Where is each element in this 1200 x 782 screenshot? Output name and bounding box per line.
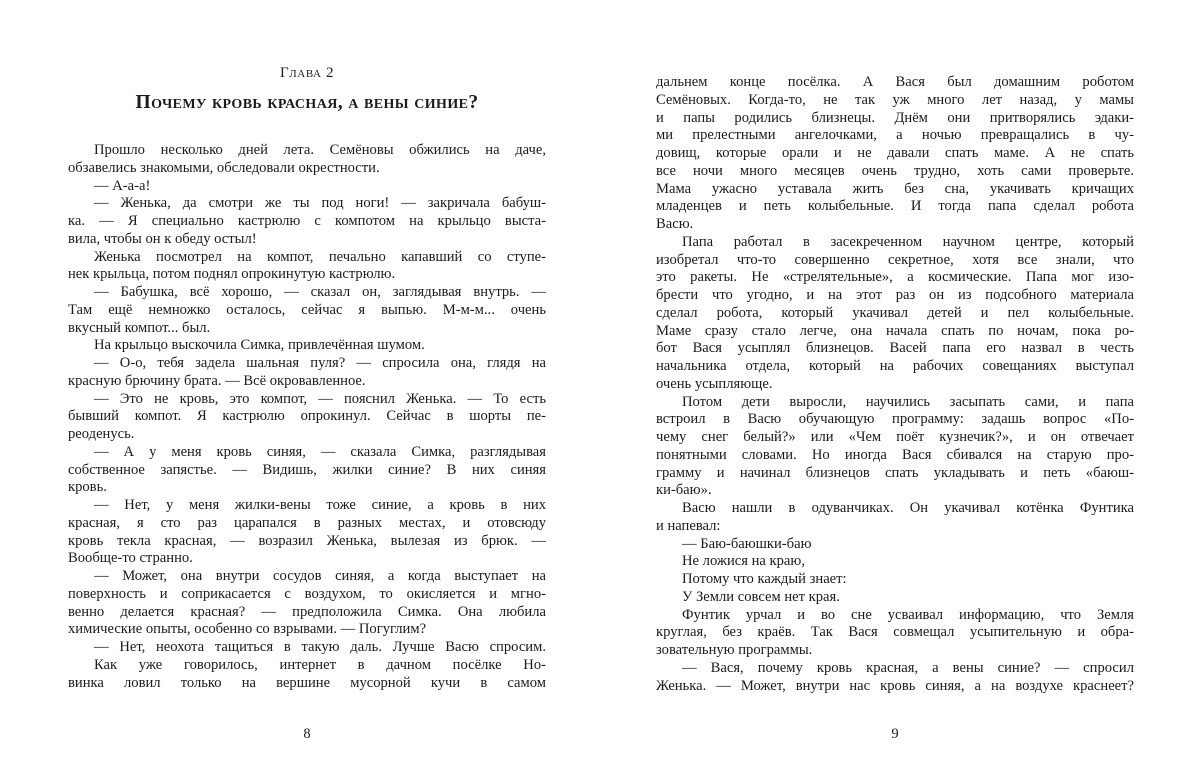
text-line: ки-баю». — [656, 482, 712, 499]
text-line: Мама ужасно уставала жить без сна, укачивать кричащих — [656, 180, 1134, 197]
text-line: ми прелестными ангелочками, а ночью превращались в чу- — [656, 127, 1134, 144]
text-line: Семёновых. Когда-то, не так уж много лет назад, у мамы — [656, 91, 1134, 108]
text-line: винка ловил только на вершине мусорной кучи в самом — [68, 674, 546, 691]
text-line: Не ложися на краю, — [682, 553, 805, 570]
text-line: венно делается красная? — предположила Симка. Она любила — [68, 603, 546, 620]
text-line: ка. — Я специально кастрюлю с компотом на крыльцо выста- — [68, 213, 546, 229]
right-page-text — [656, 74, 1134, 695]
text-line: вила, чтобы он к обеду остыл! — [68, 230, 257, 247]
text-line: чему снег белый?» или «Чем поёт кузнечик?», и он отвечает — [656, 429, 1134, 445]
text-line: — Женька, да смотри же ты под ноги! — закричала бабуш- — [94, 195, 546, 212]
text-line: красная, я сто раз царапался в разных местах, и отовсюду — [68, 514, 546, 531]
text-line: — О-о, тебя задела шальная пуля? — спросила она, глядя на — [94, 355, 546, 371]
text-line: Папа работал в засекреченном научном центре, который — [682, 233, 1134, 250]
text-line: Там ещё немножко осталось, сейчас я выпью. М-м-м... очень — [68, 301, 546, 318]
right-page — [656, 0, 1134, 782]
text-line: младенцев и петь колыбельные. И тогда папа сделал робота — [656, 198, 1134, 215]
text-line: На крыльцо выскочила Симка, привлечённая шумом. — [94, 337, 425, 354]
left-page-number: 8 — [303, 726, 311, 742]
text-line: Женька. — Может, внутри нас кровь синяя, а на воздухе краснеет? — [656, 677, 1134, 694]
text-line: химические опыты, особенно со взрывами. — Погуглим? — [68, 621, 427, 638]
text-line: бывший компот. Я кастрюлю опрокинул. Сейчас в шорты пе- — [68, 408, 546, 425]
text-line: кровь текла красная, — возразил Женька, вылезая из брюк. — — [68, 532, 546, 549]
text-line: Потому что каждый знает: — [682, 571, 847, 587]
text-line: начальника отдела, который на рабочих совещаниях выступал — [656, 358, 1134, 374]
text-line: — Это не кровь, это компот, — пояснил Женька. — То есть — [94, 390, 546, 407]
text-line: собственное запястье. — Видишь, жилки синие? В них синяя — [68, 461, 546, 478]
left-page-text — [68, 142, 546, 692]
chapter-title: Почему кровь красная, а вены синие? — [135, 92, 479, 113]
text-line: дальнем конце посёлка. А Вася был домашним роботом — [656, 74, 1134, 90]
right-page-number: 9 — [891, 726, 899, 742]
text-line: — А-а-а! — [94, 177, 151, 194]
text-line: изобретал что-то совершенно секретное, хотя все знали, что — [656, 251, 1134, 268]
text-line: — А у меня кровь синяя, — сказала Симка, разглядывая — [94, 443, 546, 460]
text-line: все ночи много месяцев очень трудно, хоть сами проверьте. — [656, 162, 1134, 179]
text-line: очень усыпляюще. — [656, 375, 773, 392]
text-line: Как уже говорилось, интернет в дачном посёлке Но- — [94, 656, 546, 673]
text-line: и папы родились близнецы. Днём они притворялись эдаки- — [656, 109, 1134, 126]
text-line: Потом дети выросли, научились засыпать сами, и папа — [682, 393, 1134, 410]
text-line: Васю. — [656, 216, 694, 232]
text-line: У Земли совсем нет края. — [682, 588, 840, 605]
text-line: это ракеты. Не «стрелятельные», а космические. Папа мог изо- — [656, 269, 1134, 286]
text-line: Прошло несколько дней лета. Семёновы обжились на даче, — [94, 142, 546, 158]
text-line: Женька посмотрел на компот, печально капавший со ступе- — [94, 248, 546, 265]
left-page — [68, 0, 546, 782]
text-line: круглая, без краёв. Так Вася совмещал усыпительную и обра- — [656, 624, 1134, 641]
text-line: — Вася, почему кровь красная, а вены синие? — спросил — [682, 659, 1134, 676]
text-line: — Может, она внутри сосудов синяя, а когда выступает на — [94, 568, 546, 584]
text-line: встроил в Васю обучающую программу: задашь вопрос «По- — [656, 411, 1134, 428]
text-line: Васю нашли в одуванчиках. Он укачивал котёнка Фунтика — [682, 500, 1134, 516]
text-line: — Бабушка, всё хорошо, — сказал он, заглядывая внутрь. — — [94, 284, 546, 300]
text-line: — Баю-баюшки-баю — [682, 535, 812, 552]
text-line: вкусный компот... был. — [68, 319, 211, 336]
text-line: довищ, которые орали и не давали спать маме. А не спать — [656, 145, 1134, 161]
text-line: Маме сразу стало легче, она начала спать по ночам, пока ро- — [656, 322, 1134, 339]
text-line: понятными словами. Но иногда Вася сбивался на старую про- — [656, 446, 1134, 463]
text-line: обзавелись знакомыми, обследовали окрестности. — [68, 159, 380, 176]
text-line: брести что угодно, и на этот раз он из подсобного материала — [656, 287, 1134, 303]
text-line: кровь. — [68, 479, 107, 496]
text-line: реоденусь. — [68, 426, 135, 442]
text-line: — Нет, неохота тащиться в такую даль. Лучше Васю спросим. — [94, 639, 546, 655]
text-line: бот Вася усыплял близнецов. Васей папа его назвал в честь — [656, 340, 1134, 357]
text-line: поверхность и соприкасается с воздухом, то окисляется и мгно- — [68, 585, 546, 602]
text-line: Фунтик урчал и во сне усваивал информацию, что Земля — [682, 606, 1134, 623]
text-line: нек крыльца, потом поднял опрокинутую кастрюлю. — [68, 266, 396, 283]
text-line: красную брючину брата. — Всё окровавленное. — [68, 372, 366, 389]
text-line: грамму и начинал близнецов спать укладывать и петь «баюш- — [656, 464, 1134, 481]
text-line: и напевал: — [656, 517, 721, 534]
chapter-label: Глава 2 — [279, 65, 335, 81]
text-line: — Нет, у меня жилки-вены тоже синие, а кровь в них — [94, 497, 546, 513]
text-line: Вообще-то странно. — [68, 550, 193, 567]
text-line: сделал робота, который укачивал детей и пел колыбельные. — [656, 304, 1134, 321]
text-line: зовательную программы. — [656, 642, 813, 658]
